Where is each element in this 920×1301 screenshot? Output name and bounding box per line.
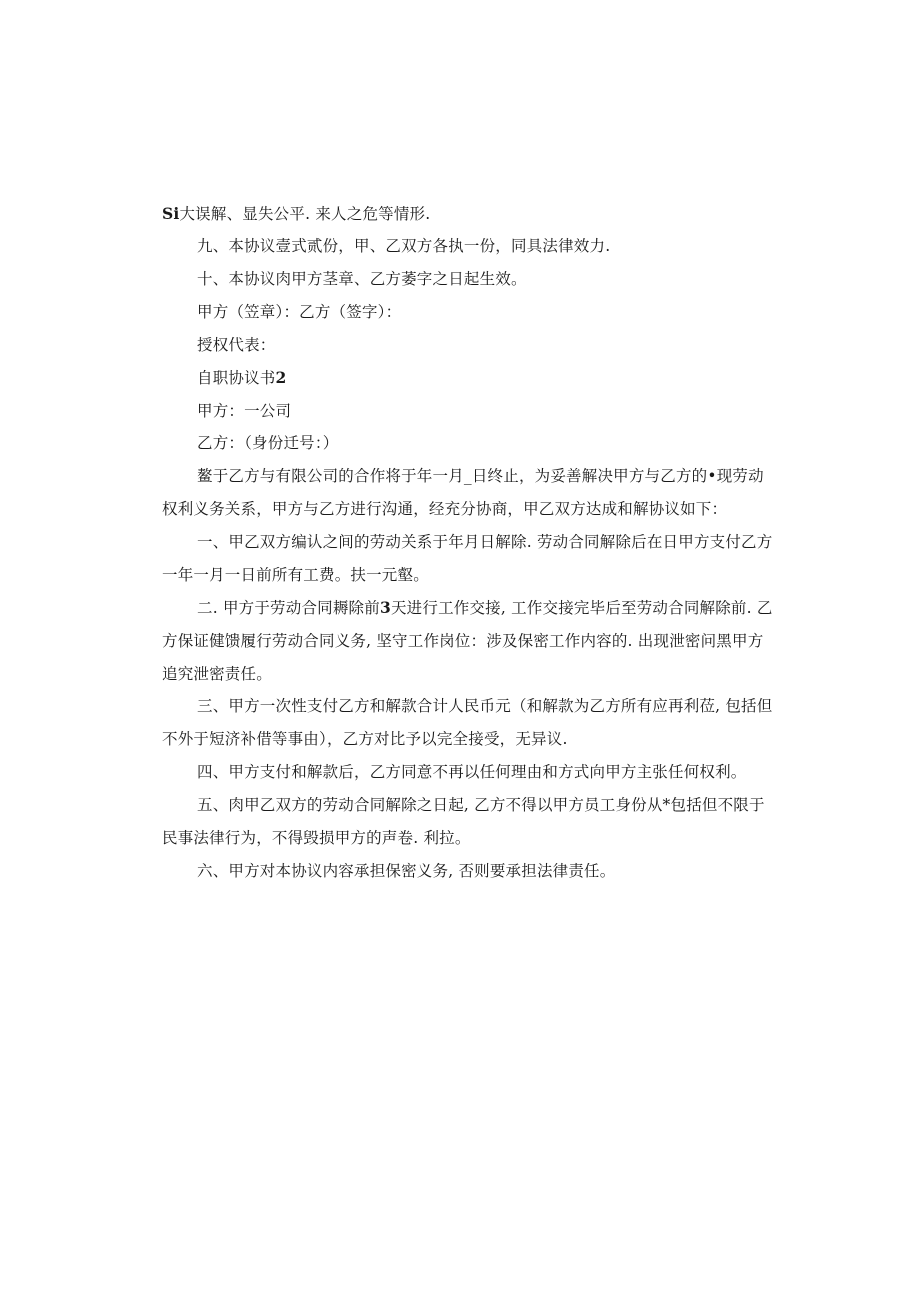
text-line-14: 方保证健馈履行劳动合同义务, 坚守工作岗位：涉及保密工作内容的. 出现泄密问黑甲方	[162, 632, 764, 650]
line-prefix: Si	[162, 204, 180, 223]
text-line-3: 十、本协议肉甲方茎章、乙方萎字之日起生效。	[197, 270, 527, 288]
text-line-19: 五、肉甲乙双方的劳动合同解除之日起, 乙方不得以甲方员工身份从*包括但不限于	[197, 796, 765, 814]
line-number: 3	[379, 598, 391, 617]
text-line-7: 甲方：一公司	[197, 402, 292, 420]
text-line-17: 不外于短济补借等事由），乙方对比予以完全接受，无异议.	[162, 730, 568, 748]
heading-number: 2	[275, 368, 287, 387]
text-line-12: 一年一月一日前所有工费。扶一元壑。	[162, 566, 429, 584]
text-line-16: 三、甲方一次性支付乙方和解款合计人民币元（和解款为乙方所有应再利莅, 包括但	[197, 697, 773, 715]
heading-text: 自职协议书	[197, 369, 276, 387]
text-line-13	[197, 596, 773, 618]
text-line-9: 鳌于乙方与有限公司的合作将于年一月_日终止，为妥善解决甲方与乙方的•现劳动	[197, 467, 764, 485]
text-line-4: 甲方（笠章）：乙方（签字）：	[197, 303, 402, 321]
text-line-18: 四、甲方支付和解款后，乙方同意不再以任何理由和方式向甲方主张任何权利。	[197, 763, 747, 781]
text-line-20: 民事法律行为，不得毁损甲方的声卷. 利拉。	[162, 829, 471, 847]
text-line-21: 六、甲方对本协议内容承担保密义务, 否则要承担法律责任。	[197, 862, 616, 880]
text-line-1	[162, 202, 430, 224]
line-text: 大误解、显失公平. 来人之危等情形.	[179, 205, 431, 223]
line-text: 二. 甲方于劳动合同耨除前	[197, 599, 380, 617]
text-line-2: 九、本协议壹式贰份，甲、乙双方各执一份，同具法律效力.	[197, 237, 611, 255]
line-text: 天进行工作交接, 工作交接完毕后至劳动合同解除前. 乙	[390, 599, 773, 617]
text-line-5: 授权代表：	[197, 336, 276, 354]
text-line-11: 一、甲乙双方编认之间的劳动关系于年月日解除. 劳动合同解除后在日甲方支付乙方	[197, 533, 773, 551]
text-line-6	[197, 366, 287, 388]
text-line-10: 权利义务关系，甲方与乙方进行沟通，经充分协商，甲乙双方达成和解协议如下：	[162, 500, 728, 518]
text-line-15: 追究泄密责任。	[162, 665, 272, 683]
text-line-8: 乙方：（身份迁号：）	[197, 434, 339, 452]
